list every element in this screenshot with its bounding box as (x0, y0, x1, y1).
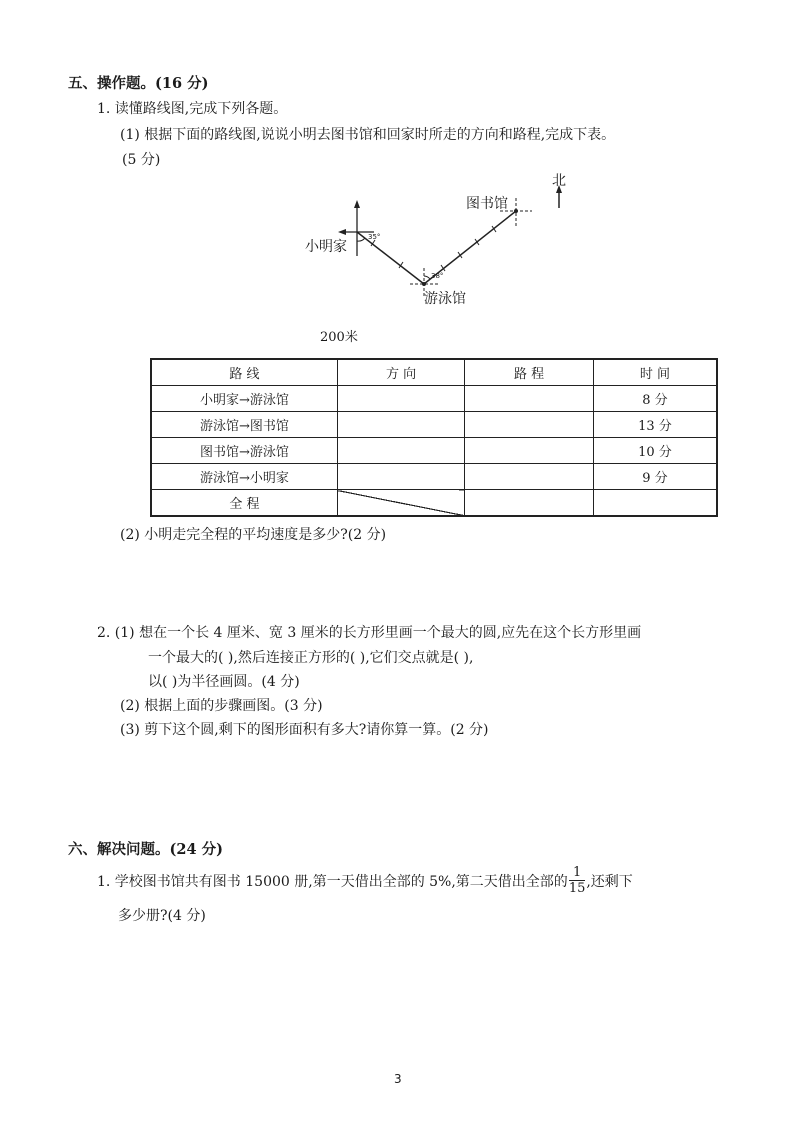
q2-line2: 一个最大的( ),然后连接正方形的( ),它们交点就是( ), (148, 650, 474, 666)
section5-title: 五、操作题。(16 分) (68, 75, 209, 92)
fraction (569, 866, 586, 895)
route-cell: 游泳馆→小明家 (151, 464, 337, 490)
page-number: 3 (394, 1072, 402, 1086)
q1-title: 1. 读懂路线图,完成下列各题。 (97, 101, 288, 117)
route-cell: 全 程 (151, 490, 337, 517)
fraction-numerator: 1 (569, 866, 586, 881)
direction-cell[interactable] (337, 438, 465, 464)
time-cell: 9 分 (593, 464, 717, 490)
table-row (151, 438, 717, 464)
pool-label: 游泳馆 (424, 291, 466, 307)
q2-sub3: (3) 剪下这个圆,剩下的图形面积有多大?请你算一算。(2 分) (120, 722, 489, 738)
q1-sub1-line2: (5 分) (122, 152, 161, 168)
route-cell: 游泳馆→图书馆 (151, 412, 337, 438)
home-west-arrowhead (338, 229, 346, 235)
table-header-row (151, 359, 717, 386)
q1-sub1-line1: (1) 根据下面的路线图,说说小明去图书馆和回家时所走的方向和路程,完成下表。 (120, 127, 616, 143)
direction-cell[interactable] (337, 386, 465, 412)
q2-line1: 2. (1) 想在一个长 4 厘米、宽 3 厘米的长方形里画一个最大的圆,应先在这个长方形里画 (97, 625, 642, 641)
table-row (151, 386, 717, 412)
distance-cell[interactable] (465, 438, 594, 464)
angle-pool-label: 38° (431, 272, 444, 280)
route-cell: 图书馆→游泳馆 (151, 438, 337, 464)
scale-label: 200米 (320, 330, 358, 345)
home-north-arrowhead (354, 200, 360, 208)
fraction-denominator: 15 (568, 881, 586, 896)
time-cell: 10 分 (593, 438, 717, 464)
s6-q1-part1: 1. 学校图书馆共有图书 15000 册,第一天借出全部的 5%,第二天借出全部的 (97, 873, 568, 890)
q2-sub2: (2) 根据上面的步骤画图。(3 分) (120, 698, 323, 714)
library-point (514, 209, 518, 213)
time-cell (593, 490, 717, 517)
s6-q1-line2: 多少册?(4 分) (118, 908, 206, 924)
route-table (150, 358, 718, 517)
header-route: 路 线 (151, 359, 337, 386)
q1-sub2: (2) 小明走完全程的平均速度是多少?(2 分) (120, 527, 387, 543)
library-label: 图书馆 (466, 196, 508, 212)
table-row (151, 464, 717, 490)
distance-cell[interactable] (465, 386, 594, 412)
distance-cell[interactable] (465, 412, 594, 438)
pool-angle-arc (424, 276, 430, 279)
table-row (151, 412, 717, 438)
q2-line3: 以( )为半径画圆。(4 分) (148, 674, 300, 690)
distance-cell[interactable] (465, 464, 594, 490)
table-row-total (151, 490, 717, 517)
home-label: 小明家 (305, 239, 347, 255)
route-map (0, 0, 794, 340)
direction-cell-crossed (337, 490, 465, 517)
section6-title: 六、解决问题。(24 分) (68, 841, 223, 858)
route-cell: 小明家→游泳馆 (151, 386, 337, 412)
header-distance: 路 程 (465, 359, 594, 386)
north-label: 北 (552, 173, 566, 189)
home-angle-arc (357, 238, 365, 241)
header-time: 时 间 (593, 359, 717, 386)
direction-cell[interactable] (337, 412, 465, 438)
distance-cell[interactable] (465, 490, 594, 517)
direction-cell[interactable] (337, 464, 465, 490)
header-direction: 方 向 (337, 359, 465, 386)
s6-q1-line1 (97, 866, 633, 895)
time-cell: 13 分 (593, 412, 717, 438)
time-cell: 8 分 (593, 386, 717, 412)
angle-home-label: 35° (368, 233, 381, 241)
s6-q1-part2: ,还剩下 (586, 873, 633, 890)
